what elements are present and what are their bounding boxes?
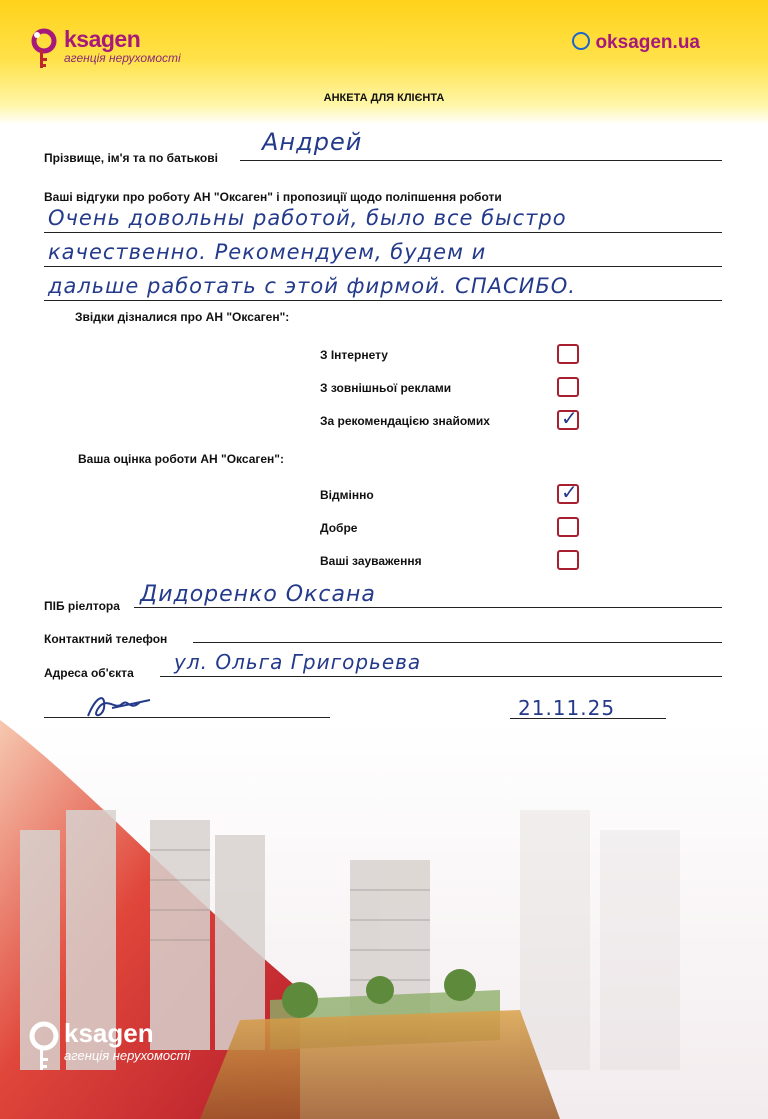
feedback-line-3 xyxy=(44,300,722,301)
key-logo-icon xyxy=(28,1020,62,1076)
realtor-line xyxy=(134,607,722,608)
feedback-text-line[interactable]: Очень довольны работой, было все быстро xyxy=(48,206,567,230)
address-line xyxy=(160,676,722,677)
name-label: Прізвище, ім'я та по батькові xyxy=(44,151,218,165)
realtor-value[interactable]: Дидоренко Оксана xyxy=(140,582,376,607)
date-line xyxy=(510,718,666,719)
form-title: АНКЕТА ДЛЯ КЛІЄНТА xyxy=(323,92,445,104)
source-option-outdoor: З зовнішньої реклами xyxy=(320,381,452,395)
feedback-line-1 xyxy=(44,232,722,233)
date-value[interactable]: 21.11.25 xyxy=(518,696,616,720)
name-line xyxy=(240,160,722,161)
source-option-internet: З Інтернету xyxy=(320,348,388,362)
address-value[interactable]: ул. Ольга Григорьева xyxy=(174,650,422,674)
phone-line[interactable] xyxy=(193,642,722,643)
checkbox-outdoor[interactable] xyxy=(557,377,579,397)
phone-label: Контактний телефон xyxy=(44,632,168,646)
logo-text: ksagen xyxy=(64,26,141,52)
key-logo-icon xyxy=(30,28,64,72)
checkbox-remarks[interactable] xyxy=(557,550,579,570)
rating-option-remarks: Ваші зауваження xyxy=(320,554,422,568)
checkbox-internet[interactable] xyxy=(557,344,579,364)
footer-logo-subtitle: агенція нерухомості xyxy=(64,1048,191,1063)
rating-option-excellent: Відмінно xyxy=(320,488,374,502)
feedback-label: Ваші відгуки про роботу АН "Оксаген" і пропозиції щодо поліпшення роботи xyxy=(44,190,502,204)
source-option-recommendation: За рекомендацією знайомих xyxy=(320,414,490,428)
website-link[interactable] xyxy=(572,32,700,54)
footer-logo-text: ksagen xyxy=(64,1018,154,1048)
globe-icon xyxy=(572,32,590,50)
rating-option-good: Добре xyxy=(320,521,358,535)
address-label: Адреса об'єкта xyxy=(44,666,134,680)
signature-line xyxy=(44,717,330,718)
checkmark-icon: ✓ xyxy=(561,406,578,430)
realtor-label: ПІБ ріелтора xyxy=(44,599,120,613)
rating-label: Ваша оцінка роботи АН "Оксаген": xyxy=(78,452,284,466)
checkbox-excellent[interactable] xyxy=(557,480,579,504)
source-label: Звідки дізналися про АН "Оксаген": xyxy=(75,310,290,324)
checkbox-recommendation[interactable] xyxy=(557,406,579,430)
feedback-line-2 xyxy=(44,266,722,267)
website-url: oksagen.ua xyxy=(595,32,700,53)
checkbox-good[interactable] xyxy=(557,517,579,537)
feedback-text-line[interactable]: дальше работать с этой фирмой. СПАСИБО. xyxy=(48,274,576,298)
name-value[interactable]: Андрей xyxy=(262,128,363,156)
logo-subtitle: агенція нерухомості xyxy=(64,51,181,65)
checkmark-icon: ✓ xyxy=(561,480,578,504)
feedback-text-line[interactable]: качественно. Рекомендуем, будем и xyxy=(48,240,487,264)
